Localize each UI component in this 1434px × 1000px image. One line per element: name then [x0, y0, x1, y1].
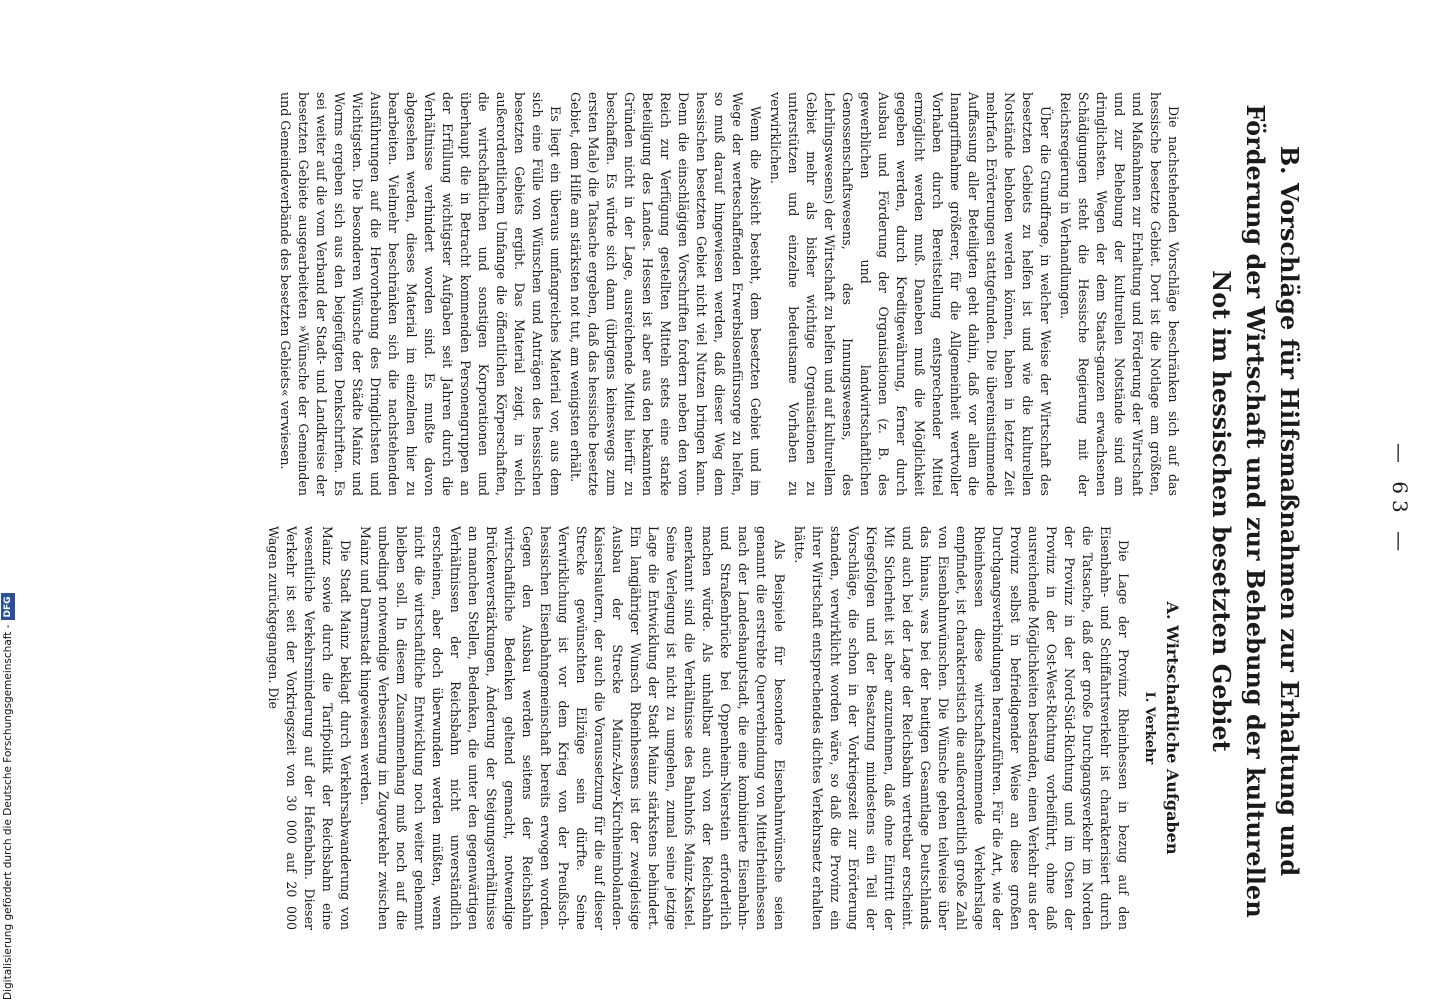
digitization-credit	[0, 596, 20, 1000]
left-column	[264, 92, 1182, 496]
subsection-heading: I. Verkehr	[1142, 691, 1157, 765]
paragraph: Die nachstehenden Vorschläge beschränken sich auf das hessische besetzte Gebiet. Dort ist die Notlage am größten, und Maßnahmen zur Erhaltung und Förderung der Wirtschaft und zur Behebung der kulturellen Notstände sind am dringlichsten. Wegen der dem Staats-ganzen erwachsenen Schädigungen steht die Hessische Regierung mit der Reichsregierung in Verhandlungen.	[1058, 92, 1181, 496]
dfg-logo: DFG	[1, 593, 15, 620]
paragraph: Über die Grundfrage, in welcher Weise der Wirtschaft des besetzten Gebiets zu helfen ist und wie die kulturellen Notstände behoben werden können, haben in letzter Zeit mehrfach Erörterungen stattgefunden. Die übereinstimmende Auffassung aller Beteiligten geht dahin, daß vor allem die Inangriffnahme größerer, für die Allgemeinheit wertvoller Vorhaben durch Bereitstellung entsprechender Mittel ermöglicht werden muß. Daneben muß die Möglichkeit gegeben werden, durch Kreditgewährung, ferner durch Ausbau und Förderung der Organisationen (z. B. des gewerblichen und landwirtschaftlichen Genossenschaftswesens, des Innungswesens, des Lehrlingswesens) der Wirtschaft zu helfen und auf kulturellem Gebiet mehr als bisher wichtige Organisationen zu unterstützen und einzelne bedeutsame Vorhaben zu verwirklichen.	[768, 92, 1053, 496]
paragraph: Es liegt ein überaus umfangreiches Material vor, aus dem sich eine Fülle von Wünschen und Anträgen des hessischen besetzten Gebiets ergibt. Das Material zeigt, in welch außerordentlichem Umfange die öffentlichen Körperschaften, die wirtschaftlichen und sonstigen Korporationen und überhaupt die in Betracht kommenden Personengruppen an der Erfüllung wichtigster Aufgaben seit Jahren durch die Verhältnisse verhindert worden sind. Es mußte davon abgesehen werden, dieses Material im einzelnen hier zu bearbeiten. Vielmehr beschränken sich die nachstehenden Ausführungen auf die Hervorhebung des Dringlichsten und Wichtigsten. Die besonderen Wünsche der Städte Mainz und Worms ergeben sich aus den beigefügten Denkschriften. Es sei weiter auf die vom Verband der Stadt- und Landkreise der besetzten Gebiete ausgearbeiteten »Wünsche der Gemeinden und Gemeindeverbände des besetzten Gebiets« verwiesen.	[278, 92, 563, 496]
paragraph: Die Lage der Provinz Rheinhessen in bezug auf den Eisenbahn- und Schiffahrtsverkehr ist charakterisiert durch die Tatsache, daß der große Durchgangsverkehr im Norden der Provinz in der Nord-Süd-Richtung und im Osten der Provinz in der Ost-West-Richtung vorbeiführt, ohne daß ausreichende Möglichkeiten bestanden, einen Verkehr aus der Provinz selbst in befriedigender Weise an diese großen Durchgangsverbindungen heranzuführen. Für die Art, wie der Rheinhessen diese wirtschaftshemmende Verkehrslage empfindet, ist charakteristisch die außerordentlich große Zahl von Eisenbahnwünschen. Die Wünsche gehen teilweise über das hinaus, was bei der heutigen Gesamtlage Deutschlands und auch bei der Lage der Reichsbahn vertretbar erscheint. Mit Sicherheit ist aber anzunehmen, daß ohne Eintritt der Kriegsfolgen und der Besatzung mindestens ein Teil der Vorschläge, die schon in der Vorkriegszeit zur Erörterung standen, verwirklicht worden wäre, so daß die Provinz ein ihrer Wirtschaft entsprechendes dichtes Verkehrsnetz erhalten hätte.	[792, 526, 1131, 930]
credit-text: Digitalisierung gefördert durch die Deutsche Forschungsgemeinschaft -	[2, 624, 14, 1000]
paragraph: Wenn die Absicht besteht, dem besetzten Gebiet und im Wege der werteschaffenden Erwerbslosenfürsorge zu helfen, so muß darauf hingewiesen werden, daß dieser Weg dem hessischen besetzten Gebiet nicht viel Nutzen bringen kann. Denn die einschlägigen Vorschriften fordern neben den vom Reich zur Verfügung gestellten Mitteln stets eine starke Beteiligung des Landes. Hessen ist aber aus den bekannten Gründen nicht in der Lage, ausreichende Mittel hierfür zu beschaffen. Es würde sich dann (übrigens keineswegs zum ersten Male) die Tatsache ergeben, daß das hessische besetzte Gebiet, dem Hilfe am stärksten not tut, am wenigsten erhält.	[568, 92, 763, 496]
page-heading: B. Vorschläge für Hilfsmaßnahmen zur Erhaltung und Förderung der Wirtschaft und zur Behebung der kulturellen Not im hessischen besetzten Gebiet	[1207, 104, 1304, 918]
text-columns	[264, 92, 1182, 930]
paragraph: Die Stadt Mainz beklagt durch Verkehrsabwanderung von Mainz sowie durch die Tarifpolitik der Reichsbahn eine wesentliche Verkehrsminderung auf der Hafenbahn. Dieser Verkehr ist seit der Vorkriegszeit von 30 000 auf 20 000 Wagen zurückgegangen. Die	[266, 526, 353, 930]
page-number: — 63 —	[1388, 442, 1412, 558]
section-heading: A. Wirtschaftliche Aufgaben	[1163, 601, 1182, 855]
right-column	[264, 526, 1182, 930]
paragraph: Als Beispiele für besondere Eisenbahnwünsche seien genannt die erstrebte Querverbindung von Mittelrheinhessen nach der Landeshauptstadt, die eine kombinierte Eisenbahn- und Straßenbrücke bei Oppenheim-Nierstein erforderlich machen würde. Als unhaltbar auch von der Reichsbahn anerkannt sind die Verhältnisse des Bahnhofs Mainz-Kastel. Seine Verlegung ist nicht zu umgehen, zumal seine jetzige Lage die Entwicklung der Stadt Mainz stärkstens behindert. Ein langjähriger Wunsch Rheinhessens ist der zweigleisige Ausbau der Strecke Mainz-Alzey-Kirchheimbolanden-Kaiserslautern, der auch die Voraussetzung für die auf dieser Strecke gewünschten Eilzüge sein dürfte. Seine Verwirklichung ist vor dem Krieg von der Preußisch-hessischen Eisenbahngemeinschaft bereits erwogen worden. Gegen den Ausbau werden seitens der Reichsbahn wirtschaftliche Bedenken geltend gemacht, notwendige Brückenverstärkungen, Änderung der Steigungsverhältnisse an manchen Stellen, Bedenken, die unter den gegenwärtigen Verhältnissen der Reichsbahn nicht unverständlich erscheinen, aber doch überwunden werden müßten, wenn nicht die wirtschaftliche Entwicklung noch weiter gehemmt bleiben soll. In diesem Zusammenhang muß noch auf die unbedingt notwendige Verbesserung im Zugverkehr zwischen Mainz und Darmstadt hingewiesen werden.	[358, 526, 787, 930]
